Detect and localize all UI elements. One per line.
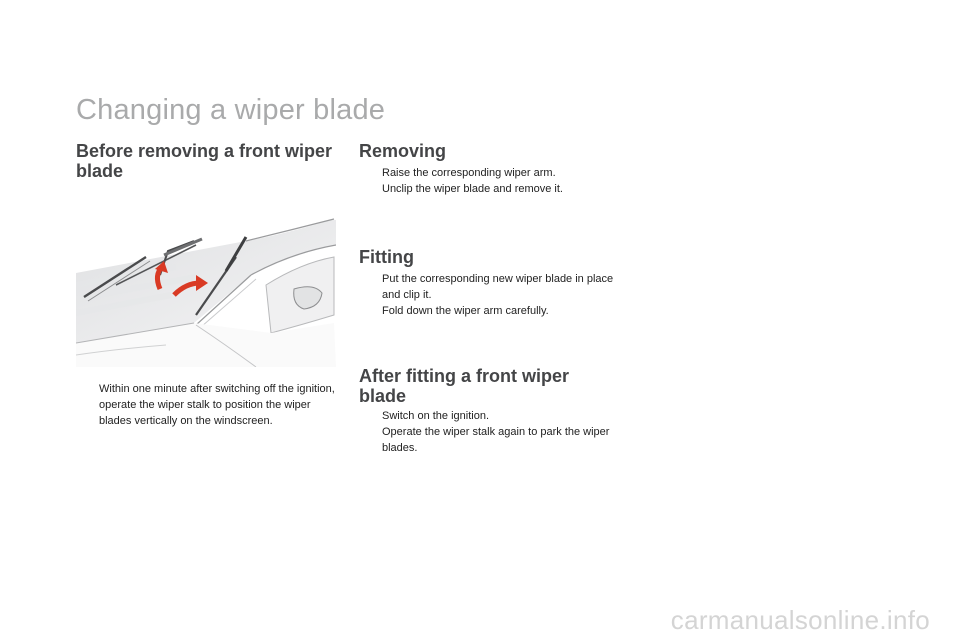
- steps-after-fitting: [359, 408, 619, 457]
- step-text: Operate the wiper stalk again to park the wiper blades.: [382, 426, 610, 455]
- section-title-after-fitting: After fitting a front wiper blade: [359, 366, 569, 406]
- list-item: [359, 165, 619, 181]
- step-text: Switch on the ignition.: [382, 410, 490, 422]
- section-title-fitting: Fitting: [359, 247, 414, 267]
- list-item: [359, 424, 619, 456]
- section-title-before-removing: Before removing a front wiper blade: [76, 141, 333, 181]
- steps-fitting: [359, 271, 619, 320]
- list-item: [359, 181, 619, 197]
- steps-removing: [359, 165, 619, 197]
- step-text: Put the corresponding new wiper blade in place and clip it.: [382, 273, 614, 302]
- list-item: [359, 408, 619, 424]
- watermark: carmanualsonline.info: [670, 605, 930, 635]
- steps-before-removing: [76, 381, 336, 430]
- windscreen-wiper-illustration: [76, 215, 336, 367]
- step-text: Within one minute after switching off the ignition, operate the wiper stalk to position the wiper blades vertically on the windscreen.: [99, 383, 335, 428]
- step-text: Unclip the wiper blade and remove it.: [382, 183, 563, 196]
- list-item: [76, 381, 336, 430]
- list-item: [359, 303, 619, 319]
- page-title: Changing a wiper blade: [76, 94, 386, 126]
- step-text: Fold down the wiper arm carefully.: [382, 305, 549, 318]
- section-title-removing: Removing: [359, 141, 447, 161]
- step-text: Raise the corresponding wiper arm.: [382, 167, 556, 179]
- list-item: [359, 271, 619, 303]
